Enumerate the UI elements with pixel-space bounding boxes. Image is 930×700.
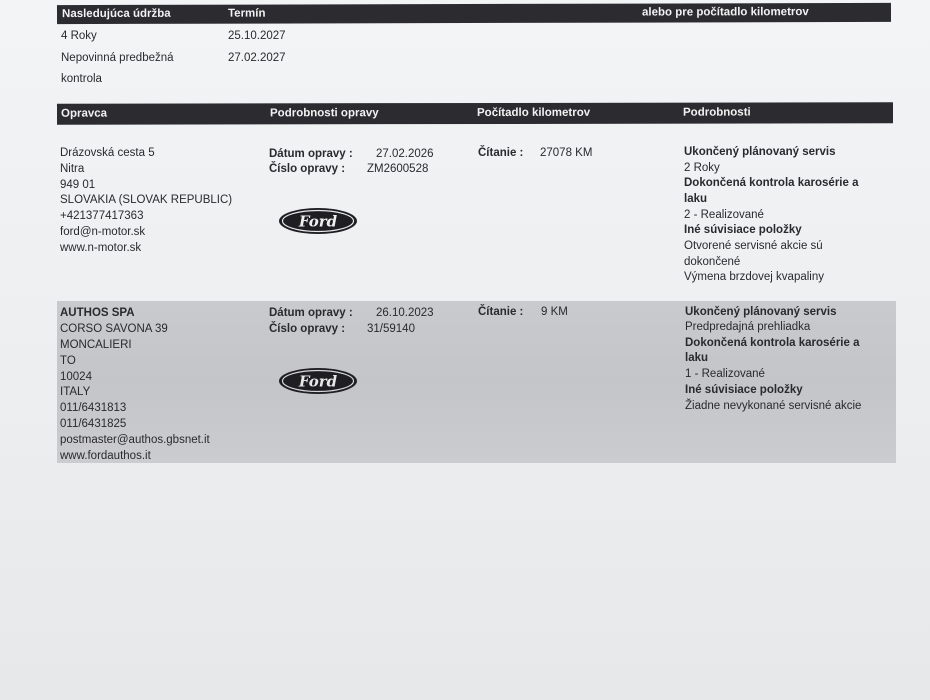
repair-date: 27.02.2026	[376, 148, 434, 160]
header-odometer: Počítadlo kilometrov	[476, 106, 591, 119]
repair-date-label: Dátum opravy :	[269, 307, 353, 319]
header-next-service: Nasledujúca údržba	[61, 7, 171, 21]
detail-line: Iné súvisiace položky	[684, 224, 802, 236]
repairer-address-line: Nitra	[60, 163, 85, 175]
repairer-phone: 011/6431813	[60, 402, 127, 414]
repairer-address-line: SLOVAKIA (SLOVAK REPUBLIC)	[60, 194, 233, 206]
header-repairer: Opravca	[60, 107, 108, 120]
maintenance-row-label: 4 Roky	[61, 30, 97, 42]
detail-line: Predpredajná prehliadka	[685, 321, 811, 333]
ford-logo	[278, 207, 358, 235]
repairer-address-line: Drázovská cesta 5	[60, 147, 155, 159]
repair-number: ZM2600528	[367, 163, 429, 175]
repairer-address-line: MONCALIERI	[60, 339, 132, 351]
repairer-address-line: ITALY	[60, 386, 91, 398]
maintenance-row-label-cont: kontrola	[61, 73, 102, 85]
detail-line: 2 Roky	[684, 162, 720, 174]
detail-line: laku	[684, 193, 708, 205]
repairer-address-line: 10024	[60, 371, 92, 383]
detail-line: 2 - Realizované	[684, 209, 764, 221]
detail-line: Ukončený plánovaný servis	[685, 306, 837, 318]
repair-date: 26.10.2023	[376, 307, 434, 319]
header-or-odometer: alebo pre počítadlo kilometrov	[641, 6, 809, 19]
detail-line: Iné súvisiace položky	[685, 384, 803, 396]
maintenance-row-date: 25.10.2027	[228, 30, 286, 42]
header-repair-details: Podrobnosti opravy	[269, 107, 379, 120]
repair-number-label: Číslo opravy :	[269, 323, 346, 335]
repairer-email: postmaster@authos.gbsnet.it	[60, 434, 210, 446]
repairer-email: ford@n-motor.sk	[60, 226, 146, 238]
maintenance-header-bar	[57, 3, 891, 24]
maintenance-row-date: 27.02.2027	[228, 52, 286, 64]
header-due: Termín	[227, 7, 266, 20]
ford-oval-icon	[278, 367, 358, 395]
repair-number: 31/59140	[367, 323, 415, 335]
repairer-phone: 011/6431825	[60, 418, 127, 430]
repairer-name: AUTHOS SPA	[60, 307, 135, 319]
detail-line: 1 - Realizované	[685, 368, 765, 380]
repairer-phone: +421377417363	[60, 210, 144, 222]
repairer-website: www.fordauthos.it	[60, 450, 151, 462]
repairs-header-bar	[57, 102, 893, 124]
detail-line: Dokončená kontrola karosérie a	[684, 177, 859, 189]
ford-logo-text: Ford	[298, 372, 338, 391]
detail-line: Žiadne nevykonané servisné akcie	[685, 400, 862, 412]
odometer-reading: 27078 KM	[540, 147, 593, 159]
repairer-website: www.n-motor.sk	[60, 242, 142, 254]
detail-line: Ukončený plánovaný servis	[684, 146, 836, 158]
repair-number-label: Číslo opravy :	[269, 163, 346, 175]
odometer-reading-label: Čítanie :	[478, 306, 524, 318]
odometer-reading: 9 KM	[541, 306, 568, 318]
ford-logo-text: Ford	[298, 212, 338, 231]
repairer-address-line: TO	[60, 355, 76, 367]
detail-line: laku	[685, 352, 709, 364]
header-details: Podrobnosti	[682, 106, 751, 119]
repairer-address-line: 949 01	[60, 179, 96, 191]
odometer-reading-label: Čítanie :	[478, 147, 524, 159]
repairer-address-line: CORSO SAVONA 39	[60, 323, 168, 335]
maintenance-row-label: Nepovinná predbežná	[61, 52, 174, 64]
detail-line: Dokončená kontrola karosérie a	[685, 337, 860, 349]
detail-line: Otvorené servisné akcie sú	[684, 240, 823, 252]
ford-logo	[278, 367, 358, 395]
ford-oval-icon	[278, 207, 358, 235]
detail-line: dokončené	[684, 256, 741, 268]
detail-line: Výmena brzdovej kvapaliny	[684, 271, 824, 283]
repair-date-label: Dátum opravy :	[269, 148, 353, 160]
